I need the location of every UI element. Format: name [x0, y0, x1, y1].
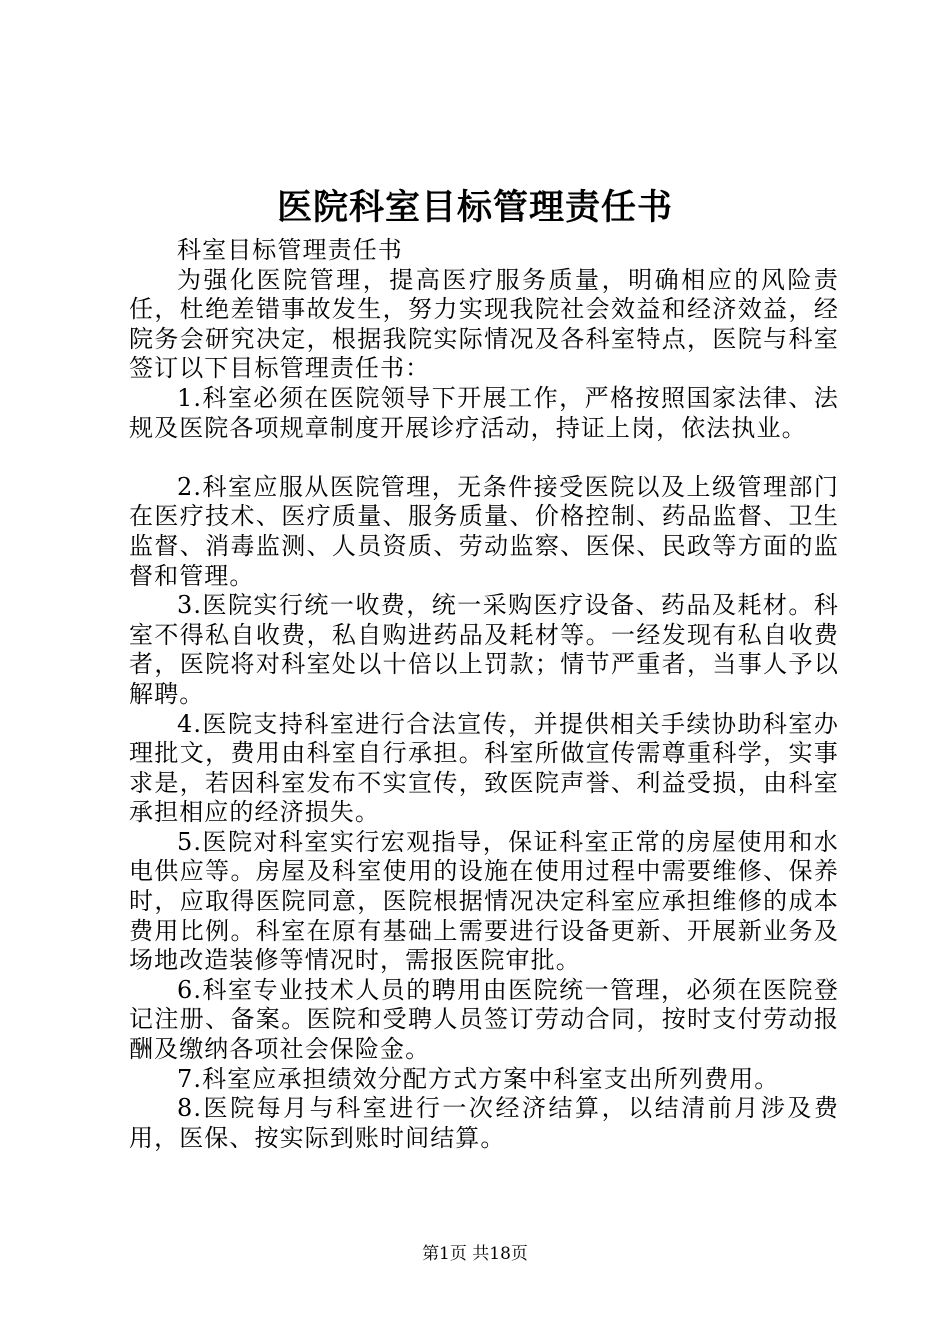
- paragraph-item-3: 3.医院实行统一收费，统一采购医疗设备、药品及耗材。科室不得私自收费，私自购进药品及耗材等。一经发现有私自收费者，医院将对科室处以十倍以上罚款；情节严重者，当事人予以解聘。: [129, 591, 839, 708]
- paragraph-item-4: 4.医院支持科室进行合法宣传，并提供相关手续协助科室办理批文，费用由科室自行承担。科室所做宣传需尊重科学，实事求是，若因科室发布不实宣传，致医院声誉、利益受损，由科室承担相应的经济损失。: [129, 709, 839, 827]
- paragraph-item-2: 2.科室应服从医院管理，无条件接受医院以及上级管理部门在医疗技术、医疗质量、服务质量、价格控制、药品监督、卫生监督、消毒监测、人员资质、劳动监察、医保、民政等方面的监督和管理。: [129, 472, 839, 590]
- paragraph-intro: 为强化医院管理，提高医疗服务质量，明确相应的风险责任，杜绝差错事故发生，努力实现我院社会效益和经济效益，经院务会研究决定，根据我院实际情况及各科室特点，医院与科室签订以下目标管理责任书：: [129, 265, 839, 383]
- paragraph-item-8: 8.医院每月与科室进行一次经济结算，以结清前月涉及费用，医保、按实际到账时间结算。: [129, 1094, 839, 1152]
- document-body: [129, 236, 839, 1153]
- page-indicator: 第1页 共18页: [422, 1244, 528, 1264]
- paragraph-subtitle: 科室目标管理责任书: [177, 236, 403, 264]
- paragraph-item-5: 5.医院对科室实行宏观指导，保证科室正常的房屋使用和水电供应等。房屋及科室使用的设施在使用过程中需要维修、保养时，应取得医院同意，医院根据情况决定科室应承担维修的成本费用比例。科室在原有基础上需要进行设备更新、开展新业务及场地改造装修等情况时，需报医院审批。: [129, 827, 839, 975]
- document-title: 医院科室目标管理责任书: [276, 187, 673, 228]
- paragraph-item-6: 6.科室专业技术人员的聘用由医院统一管理，必须在医院登记注册、备案。医院和受聘人员签订劳动合同，按时支付劳动报酬及缴纳各项社会保险金。: [129, 975, 839, 1064]
- paragraph-item-7: 7.科室应承担绩效分配方式方案中科室支出所列费用。: [177, 1064, 780, 1093]
- paragraph-item-1: 1.科室必须在医院领导下开展工作，严格按照国家法律、法规及医院各项规章制度开展诊疗活动，持证上岗，依法执业。: [129, 383, 839, 442]
